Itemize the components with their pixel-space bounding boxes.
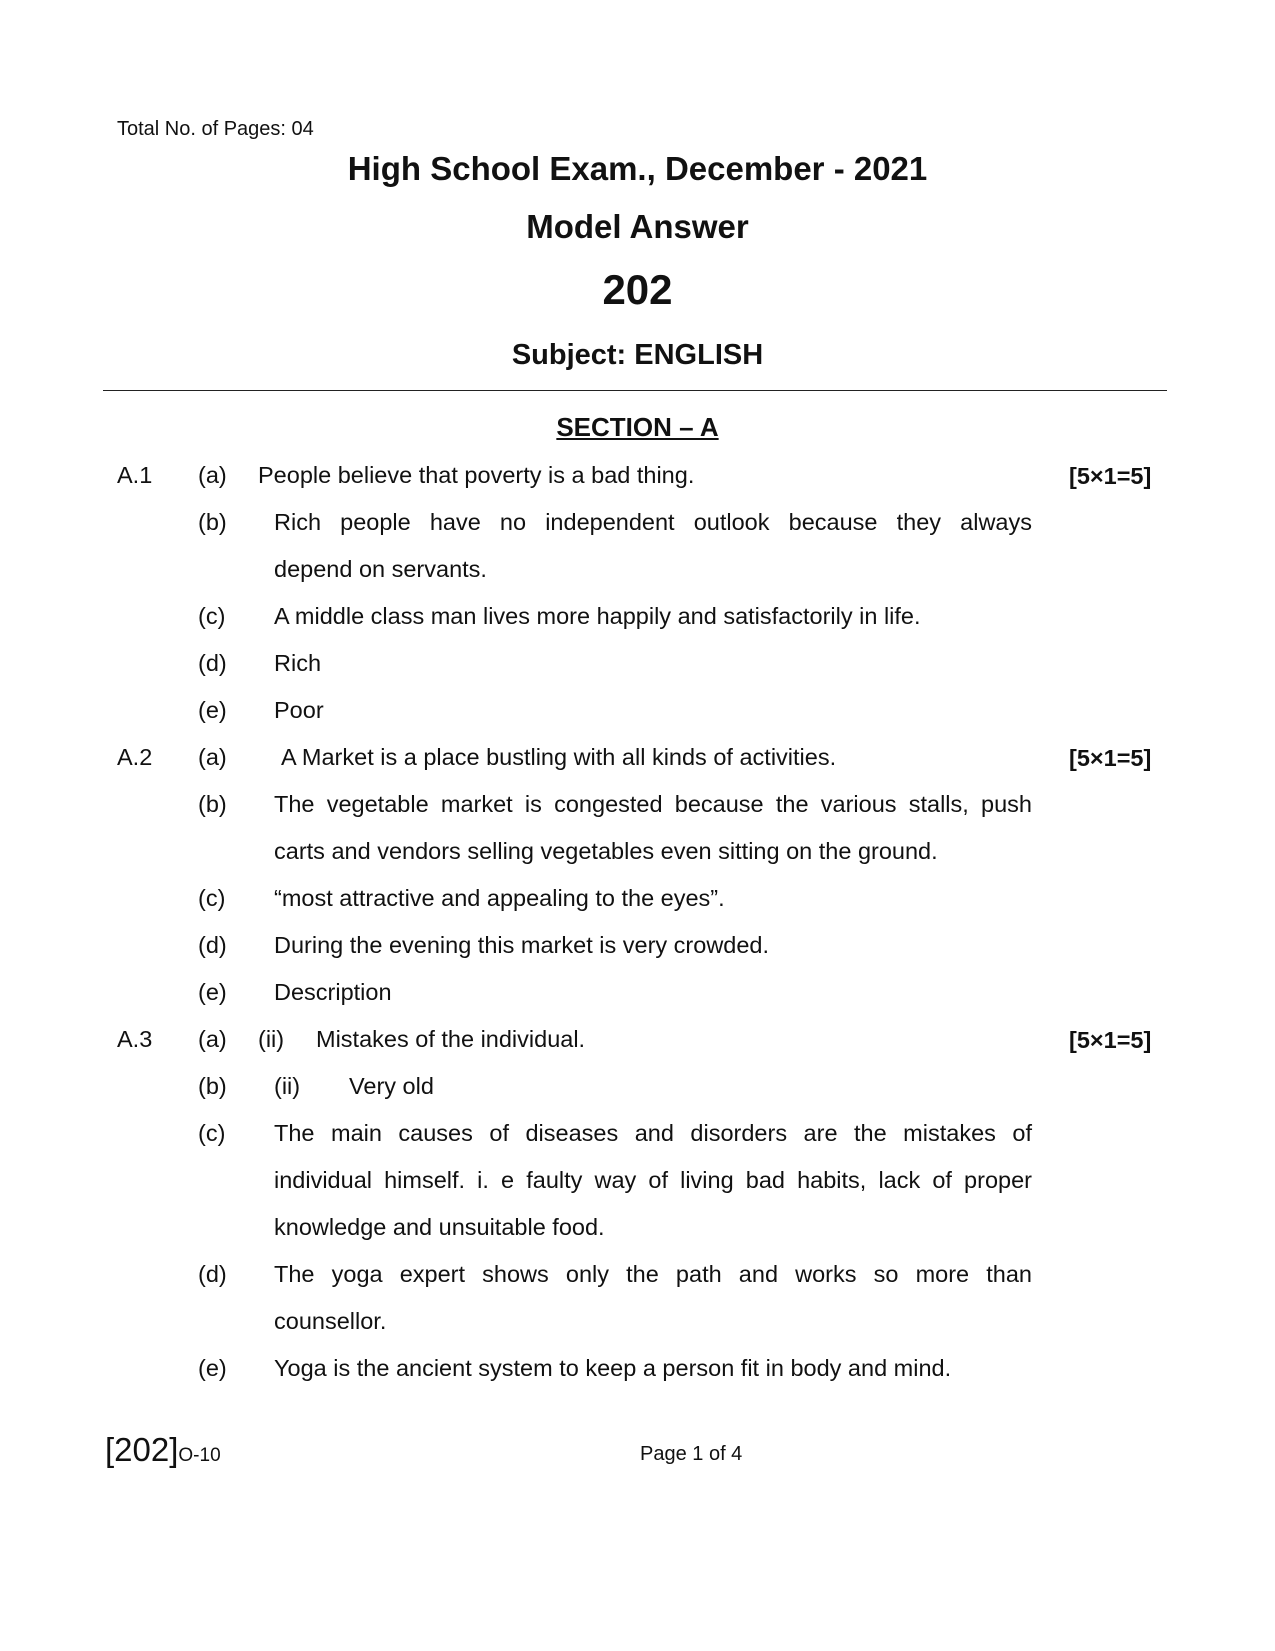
header-divider — [103, 390, 1167, 391]
answer-text: Very old — [349, 1073, 434, 1099]
answer-text: Mistakes of the individual. — [316, 1026, 586, 1052]
answer-text: During the evening this market is very crowded. — [274, 932, 770, 958]
question-number: A.3 — [117, 1026, 153, 1052]
answer-text: depend on servants. — [274, 556, 487, 582]
document-subtitle: Model Answer — [526, 208, 749, 245]
item-label: (e) — [198, 979, 227, 1005]
answer-text: knowledge and unsuitable food. — [274, 1214, 605, 1240]
subject-name: Subject: ENGLISH — [511, 339, 764, 371]
item-label: (e) — [198, 697, 227, 723]
answer-text: People believe that poverty is a bad thing. — [258, 462, 695, 488]
item-label: (b) — [198, 1073, 227, 1099]
exam-title: High School Exam., December - 2021 — [347, 150, 928, 187]
item-label: (c) — [198, 603, 226, 629]
item-label: (b) — [198, 509, 227, 535]
answer-text: The yoga expert shows only the path and works so more than — [274, 1261, 1032, 1287]
item-label: (e) — [198, 1355, 227, 1381]
answer-text: A Market is a place bustling with all kinds of activities. — [281, 744, 837, 770]
answer-text: Description — [274, 979, 392, 1005]
subject-code: 202 — [602, 266, 673, 313]
item-label: (a) — [198, 1026, 227, 1052]
answer-text: Poor — [274, 697, 324, 723]
item-label: (a) — [198, 744, 227, 770]
answer-text: The main causes of diseases and disorders are the mistakes of — [274, 1120, 1032, 1146]
sub-item-label: (ii) — [258, 1026, 285, 1052]
item-label: (d) — [198, 932, 227, 958]
answer-text: Yoga is the ancient system to keep a person fit in body and mind. — [274, 1355, 952, 1381]
answer-text: counsellor. — [274, 1308, 387, 1334]
answer-text: The vegetable market is congested because the various stalls, push — [274, 791, 1032, 817]
answer-text: carts and vendors selling vegetables even sitting on the ground. — [274, 838, 938, 864]
marks-label: [5×1=5] — [1069, 745, 1152, 771]
answer-text: A middle class man lives more happily and satisfactorily in life. — [274, 603, 921, 629]
footer-code — [105, 1431, 221, 1469]
footer-code-suffix: O-10 — [178, 1445, 221, 1466]
question-number: A.1 — [117, 462, 153, 488]
item-label: (c) — [198, 1120, 226, 1146]
item-label: (b) — [198, 791, 227, 817]
marks-label: [5×1=5] — [1069, 463, 1152, 489]
item-label: (d) — [198, 650, 227, 676]
answer-text: Rich — [274, 650, 322, 676]
sub-item-label: (ii) — [274, 1073, 301, 1099]
footer-code-main: [202] — [105, 1431, 179, 1468]
section-title: SECTION – A — [556, 412, 719, 442]
total-pages: Total No. of Pages: 04 — [117, 118, 314, 140]
marks-label: [5×1=5] — [1069, 1027, 1152, 1053]
page-number: Page 1 of 4 — [640, 1443, 743, 1465]
item-label: (c) — [198, 885, 226, 911]
answer-text: individual himself. i. e faulty way of living bad habits, lack of proper — [274, 1167, 1032, 1193]
answer-text: “most attractive and appealing to the eyes”. — [274, 885, 725, 911]
answer-text: Rich people have no independent outlook because they always — [274, 509, 1032, 535]
question-number: A.2 — [117, 744, 153, 770]
item-label: (a) — [198, 462, 227, 488]
item-label: (d) — [198, 1261, 227, 1287]
